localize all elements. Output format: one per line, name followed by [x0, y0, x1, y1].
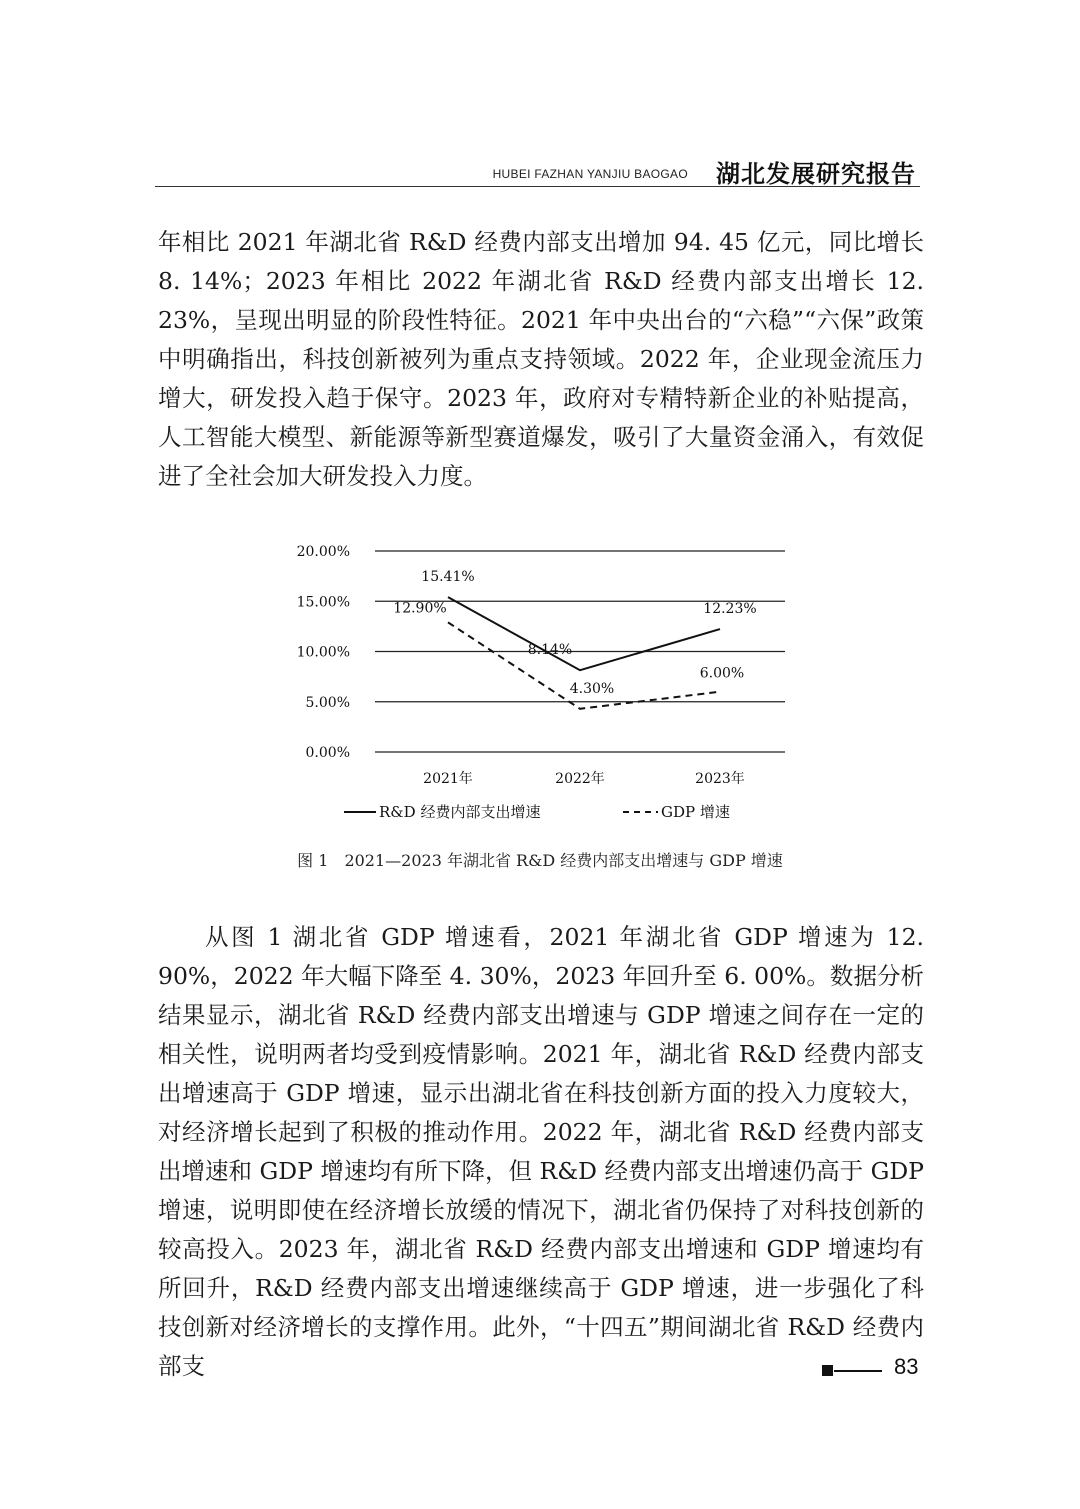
- data-label: 8.14%: [527, 642, 573, 659]
- y-tick-label: 5.00%: [305, 694, 350, 711]
- footer-rule: [834, 1370, 882, 1372]
- header-english-title: HUBEI FAZHAN YANJIU BAOGAO: [492, 167, 688, 181]
- data-label: 12.23%: [703, 601, 757, 618]
- series-line-rd: [448, 597, 720, 670]
- y-tick-label: 15.00%: [296, 594, 350, 611]
- page-footer: [822, 1354, 922, 1384]
- y-tick-label: 0.00%: [305, 745, 350, 761]
- x-tick-label: 2021年: [423, 771, 473, 787]
- figure-1-chart: [280, 530, 820, 830]
- line-chart-svg: [280, 530, 820, 830]
- y-tick-label: 20.00%: [296, 544, 350, 560]
- x-tick-label: 2023年: [695, 771, 745, 787]
- body-paragraph-1: 年相比 2021 年湖北省 R&D 经费内部支出增加 94. 45 亿元，同比增长 8. 14%；2023 年相比 2022 年湖北省 R&D 经费内部支出增长 12. 23%，呈现出明显的阶段性特征。2021 年中央出台的“六稳”“六保”政策中明确指出，科技创新被列为重点支持领域。2022 年，企业现金流压力增大，研发投入趋于保守。2023 年，政府对专精特新企业的补贴提高，人工智能大模型、新能源等新型赛道爆发，吸引了大量资金涌入，有效促进了全社会加大研发投入力度。: [158, 228, 924, 490]
- page-number: 83: [894, 1354, 919, 1379]
- data-label: 12.90%: [393, 600, 447, 617]
- x-tick-label: 2022年: [555, 771, 605, 787]
- running-header: [155, 150, 920, 187]
- data-label: 6.00%: [699, 665, 745, 682]
- data-label: 15.41%: [421, 569, 475, 586]
- legend-label-rd: R&D 经费内部支出增速: [379, 803, 541, 821]
- legend-label-gdp: GDP 增速: [661, 803, 730, 821]
- body-paragraph-2: 从图 1 湖北省 GDP 增速看，2021 年湖北省 GDP 增速为 12. 90%，2022 年大幅下降至 4. 30%，2023 年回升至 6. 00%。数据分析结果显示，湖北省 R&D 经费内部支出增速与 GDP 增速之间存在一定的相关性，说明两者均受到疫情影响。2021 年，湖北省 R&D 经费内部支出增速高于 GDP 增速，显示出湖北省在科技创新方面的投入力度较大，对经济增长起到了积极的推动作用。2022 年，湖北省 R&D 经费内部支出增速和 GDP 增速均有所下降，但 R&D 经费内部支出增速仍高于 GDP 增速，说明即使在经济增长放缓的情况下，湖北省仍保持了对科技创新的较高投入。2023 年，湖北省 R&D 经费内部支出增速和 GDP 增速均有所回升，R&D 经费内部支出增速继续高于 GDP 增速，进一步强化了科技创新对经济增长的支撑作用。此外，“十四五”期间湖北省 R&D 经费内部支: [158, 923, 924, 1380]
- y-tick-label: 10.00%: [296, 644, 350, 661]
- data-label: 4.30%: [569, 680, 615, 697]
- figure-caption: 图 1 2021—2023 年湖北省 R&D 经费内部支出增速与 GDP 增速: [297, 851, 783, 870]
- footer-square-mark: [822, 1365, 833, 1376]
- header-chinese-title: 湖北发展研究报告: [716, 160, 916, 188]
